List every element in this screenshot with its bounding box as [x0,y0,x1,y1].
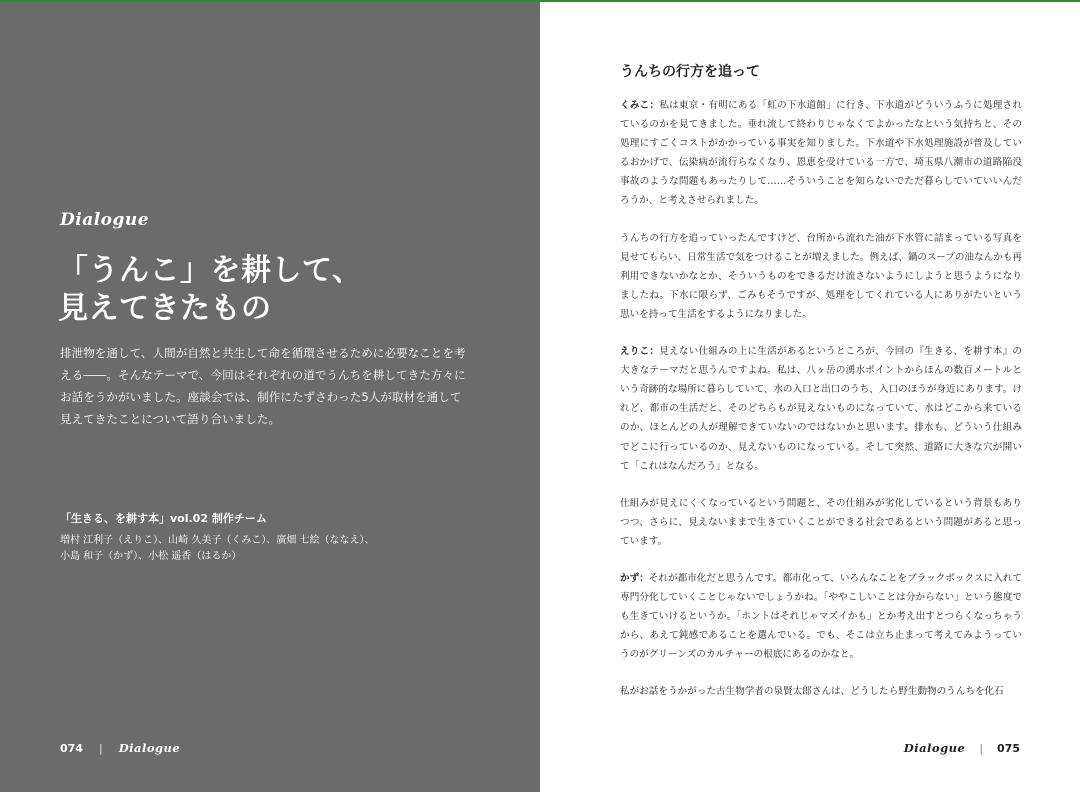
dialogue-logo: Dialogue [60,210,150,230]
paragraph [620,96,1022,211]
team-title: 「生きる、を耕す本」vol.02 制作チーム [60,512,267,525]
speaker-label: えりこ： [620,346,660,358]
team-members-line-1: 増村 江利子（えりこ）、山崎 久美子（くみこ）、廣畑 七絵（ななえ）、 [60,535,375,546]
team-members-line-2: 小島 和子（かず）、小松 遥香（はるか） [60,551,242,562]
paragraph [620,682,1022,701]
right-page-footer [904,741,1020,755]
page-number-right: 075 [997,741,1020,755]
paragraph-text: それが都市化だと思うんです。都市化って、いろんなことをブラックボックスに入れて専門分化していくことじゃないでしょうかね。「ややこしいことは分からない」という態度でも生きていけるというか。「ホントはそれじゃマズイかも」とか考え出すとつらくなっちゃうから、あえて鈍感であることを選んでいる。でも、そこは立ち止まって考えてみようっていうのがグリーンズのカルチャーの根底にあるのかなと。 [620,572,1022,661]
footer-dialogue-logo: Dialogue [903,741,966,755]
footer-separator: | [979,741,984,755]
article-title-line-2: 見えてきたもの [58,291,272,326]
top-accent-line [0,0,1080,2]
paragraph-text: 私がお話をうかがった古生物学者の泉賢太郎さんは、どうしたら野生動物のうんちを化石 [620,686,1004,698]
footer-dialogue-logo: Dialogue [118,741,181,755]
paragraph-text: うんちの行方を追っていったんですけど、台所から流れた油が下水管に詰まっている写真を見せてもらい、日常生活で気をつけることが増えました。例えば、鍋のスープの油なんかも再利用できないかなとか、そういうものをできるだけ流さないようにしようと思うようになりましたね。下水に限らず、ごみもそうですが、処理をしてくれている人にありがたいという思いを持って生活をするようになりました。 [620,232,1022,320]
paragraph [620,342,1022,476]
page-number-left: 074 [60,741,83,755]
paragraph [620,229,1022,324]
article-title [58,252,478,328]
paragraph [620,494,1022,551]
article-title-line-1: 「うんこ」を耕して、 [58,253,363,288]
paragraph-text: 私は東京・有明にある「虹の下水道館」に行き、下水道がどういうふうに処理されているのかを見てきました。垂れ流して終わりじゃなくてよかったなという気持ちと、その処理にすごくコストがかかっている事実を知りました。下水道や下水処理施設が普及しているおかげで、伝染病が流行らなくなり、恩恵を受けている一方で、埼玉県八潮市の道路陥没事故のような問題もあったりして……そういうことを知らないでただ暮らしていていいんだろうか、と考えさせられました。 [620,100,1022,207]
team-credits [60,511,480,565]
right-page [540,0,1080,792]
paragraph-text: 見えない仕組みの上に生活があるというところが、今回の『生きる、を耕す本』の大きなテーマだと思うんですよね。私は、八ヶ岳の湧水ポイントからほんの数百メートルという奇跡的な場所に暮らしていて、水の入口と出口のうち、入口のほうが身近にあります。けれど、都市の生活だと、そのどちらもが見えないものになっていて、水はどこから来ているのか、ほとんどの人が理解できていないのではないかと思います。排水も、どういう仕組みでどこに行っているのか、見えないものになっている。そして突然、道路に大きな穴が開いて「これはなんだろう」となる。 [620,346,1022,472]
left-page-footer [60,741,180,755]
section-heading: うんちの行方を追って [620,64,760,80]
paragraph [620,569,1022,664]
team-members [60,533,480,565]
speaker-label: くみこ： [620,100,660,111]
speaker-label: かず： [620,572,649,584]
lead-paragraph: 排泄物を通して、人間が自然と共生して命を循環させるために必要なことを考える――。そんなテーマで、今回はそれぞれの道でうんちを耕してきた方々にお話をうかがいました。座談会では、制作にたずさわった5人が取材を通して見えてきたことについて語り合いました。 [60,346,466,426]
footer-separator: | [98,741,103,755]
article-body [620,96,1022,716]
paragraph-text: 仕組みが見えにくくなっているという問題と、その仕組みが劣化しているという背景もありつつ、さらに、見えないままで生きていくことができる社会であるという問題があると思っています。 [620,497,1022,547]
